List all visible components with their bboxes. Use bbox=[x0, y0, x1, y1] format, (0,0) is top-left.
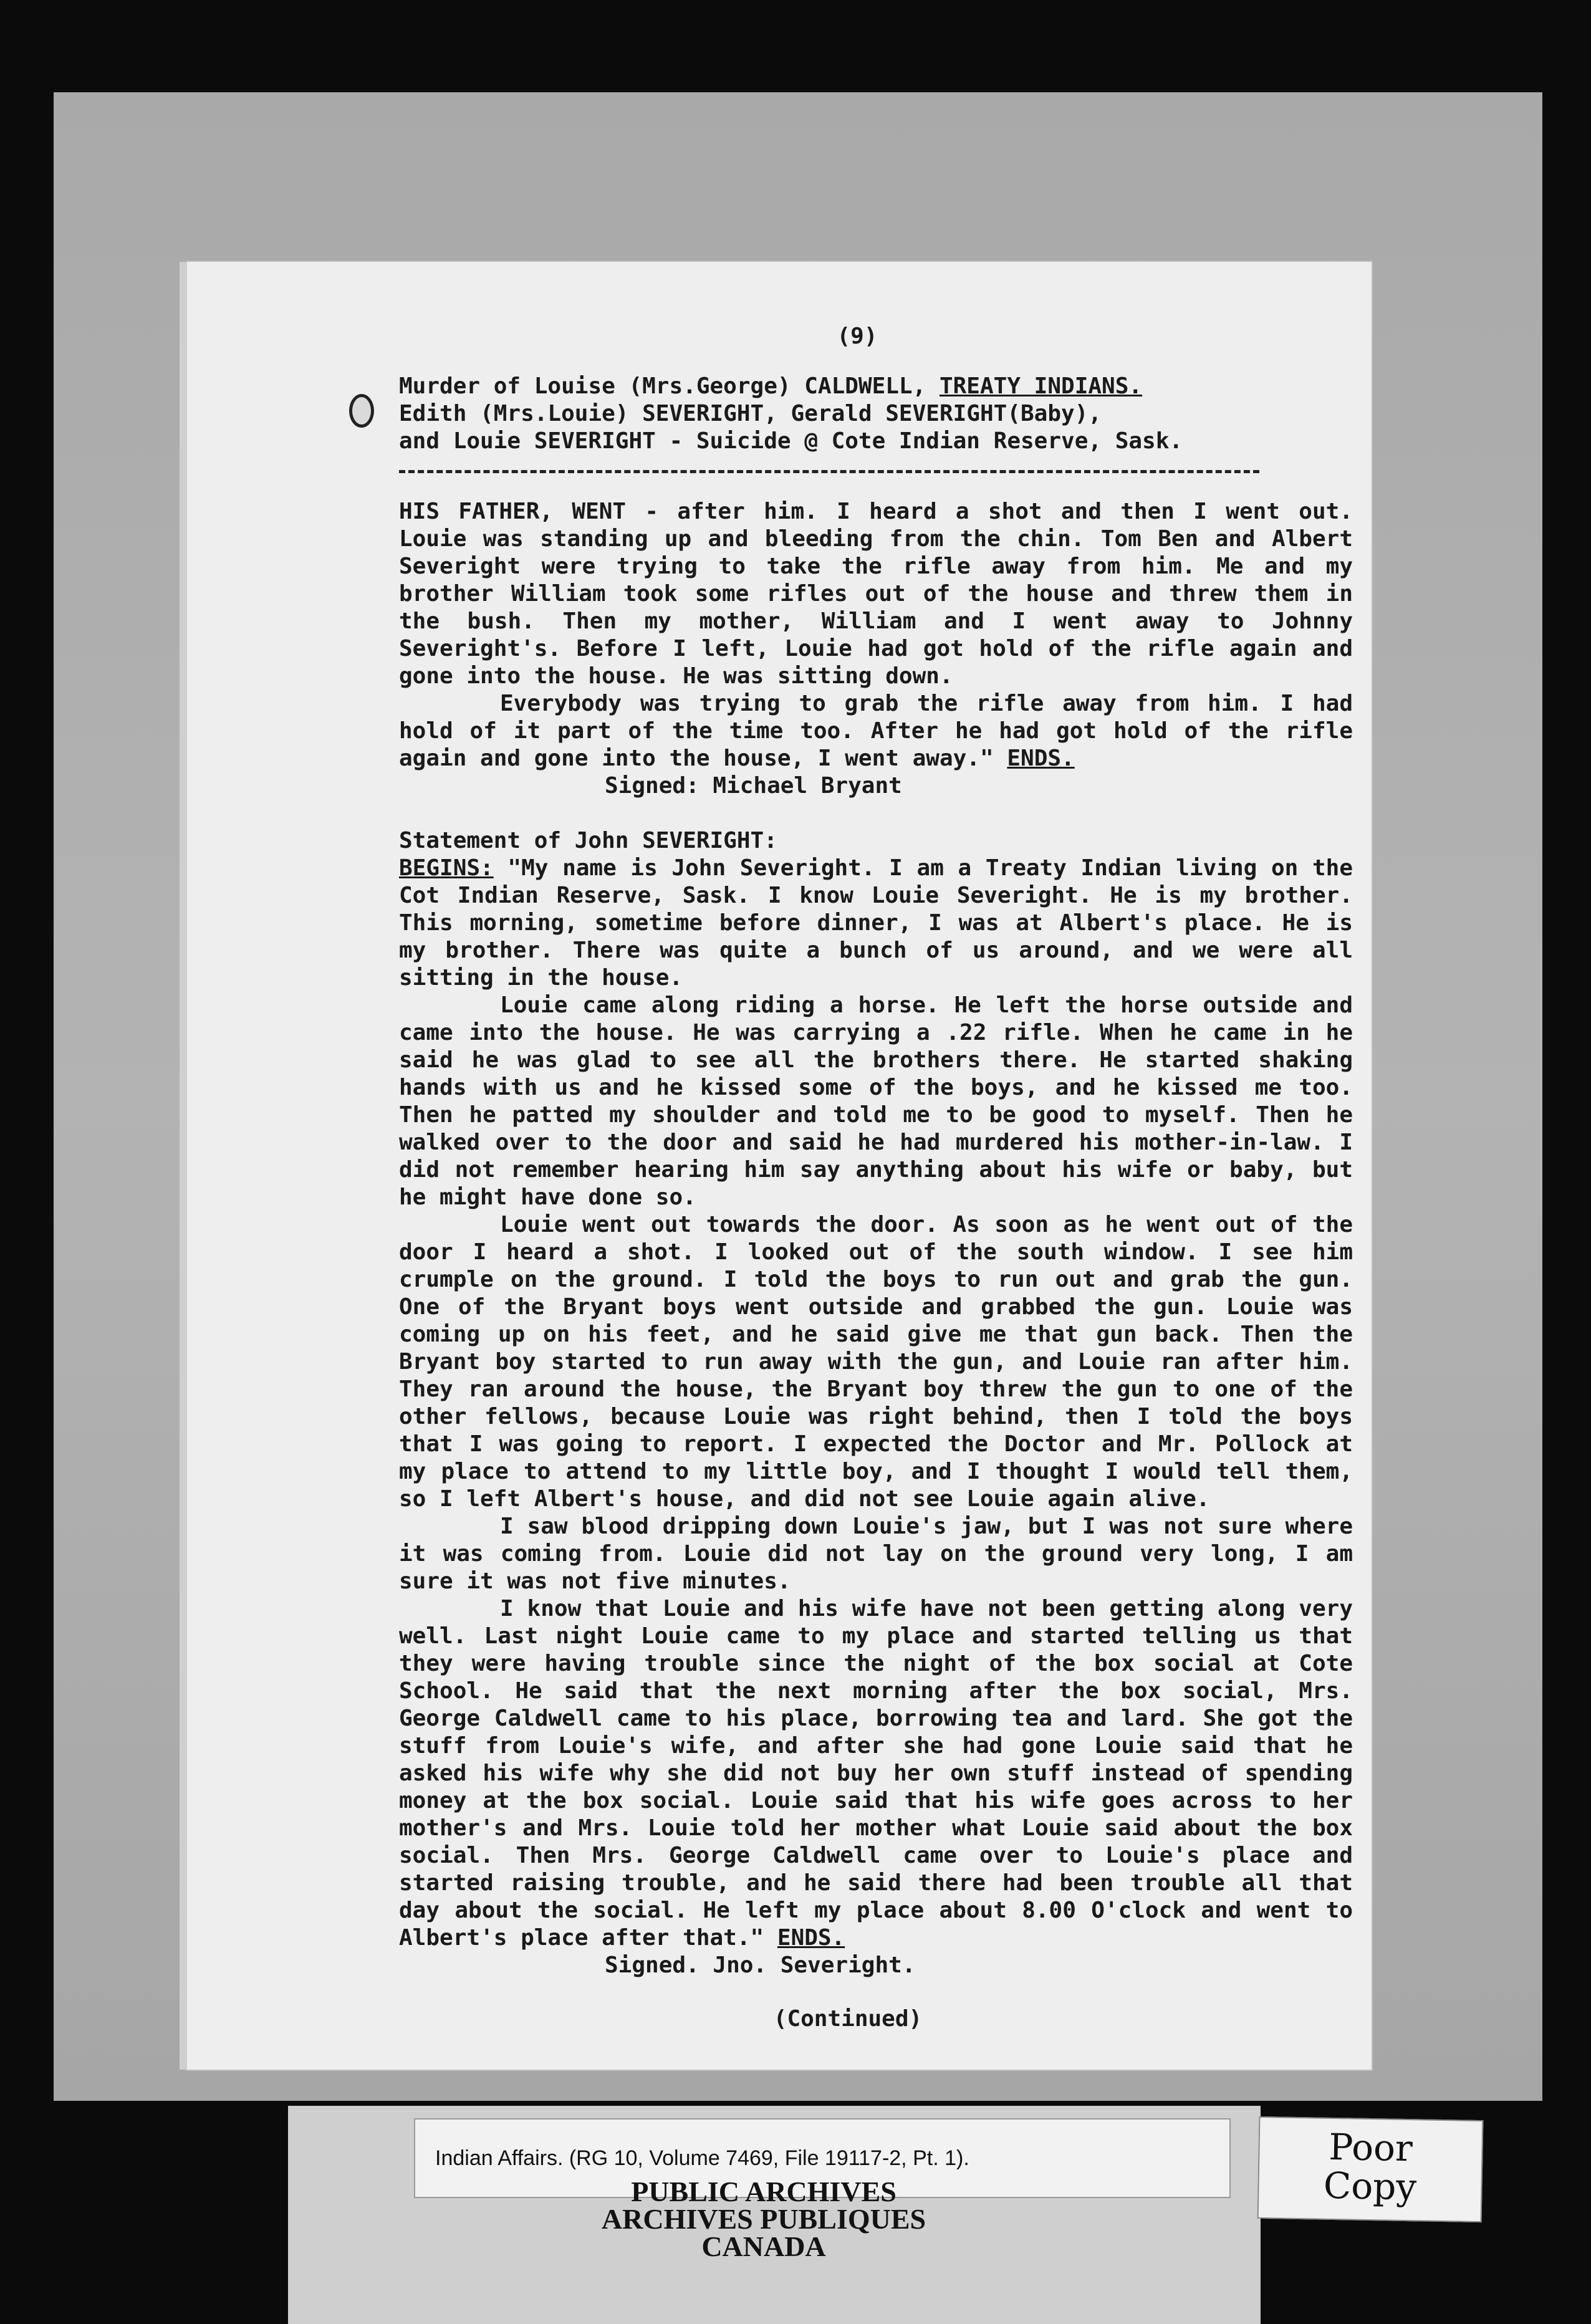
statement1-paragraph-1: HIS FATHER, WENT - after him. I heard a shot and then I went out. Louie was standing up and bleeding from the chin. Tom Ben and Albert Severight were trying to take the rifle away from him. Me and my brother William took some rifles out of the house and threw them in the bush. Then my mother, William and I went away to Johnny Severight's. Before I left, Louie had got hold of the rifle again and gone into the house. He was sitting down. bbox=[399, 499, 1353, 689]
statement2-paragraph-2: Louie came along riding a horse. He left the horse outside and came into the house. He was carrying a .22 rifle. When he came in he said he was glad to see all the brothers there. He started shaking hands with us and he kissed some of the boys, and he kissed me too. Then he patted my shoulder and told me to be good to myself. Then he walked over to the door and said he had murdered his mother-in-law. I did not remember hearing him say anything about his wife or baby, but he might have done so. bbox=[399, 992, 1353, 1210]
statement2-paragraph-4: I saw blood dripping down Louie's jaw, but I was not sure where it was coming from. Louie did not lay on the ground very long, I am sure it was not five minutes. bbox=[399, 1514, 1353, 1594]
statement2-paragraph-3: Louie went out towards the door. As soon as he went out of the door I heard a shot. I looked out of the south window. I see him crumple on the ground. I told the boys to run out and grab the gun. One of the Bryant boys went outside and grabbed the gun. Louie was coming up on his feet, and he said give me that gun back. Then the Bryant boy started to run away with the gun, and Louie ran after him. They ran around the house, the Bryant boy threw the gun to one of the other fellows, because Louie was right behind, then I told the boys that I was going to report. I expected the Doctor and Mr. Pollock at my place to attend to my little boy, and I thought I would tell them, so I left Albert's house, and did not see Louie again alive. bbox=[399, 1212, 1353, 1512]
begins-marker: BEGINS: bbox=[399, 855, 494, 881]
poor-copy-note: Poor Copy bbox=[1257, 2116, 1484, 2222]
ends-marker: ENDS. bbox=[1007, 746, 1075, 771]
signature-michael-bryant: Signed: Michael Bryant bbox=[605, 773, 902, 799]
punch-hole bbox=[349, 394, 374, 428]
public-archives-stamp: PUBLIC ARCHIVES ARCHIVES PUBLIQUES CANADA bbox=[601, 2176, 926, 2262]
heading-line-2: Edith (Mrs.Louie) SEVERIGHT, Gerald SEVERIGHT(Baby), bbox=[399, 401, 1102, 426]
continued-note: (Continued) bbox=[773, 2006, 923, 2032]
dashed-rule bbox=[399, 458, 1259, 473]
statement2-paragraph-1: BEGINS: "My name is John Severight. I am a Treaty Indian living on the Cot Indian Reserve, Sask. I know Louie Severight. He is my brother. This morning, sometime before dinner, I was at Albert's place. He is my brother. There was quite a bunch of us around, and we were all sitting in the house. bbox=[399, 855, 1353, 991]
heading-treaty-indians: TREATY INDIANS. bbox=[939, 373, 1143, 399]
typed-document bbox=[399, 318, 1353, 2033]
archive-reference-text: Indian Affairs. (RG 10, Volume 7469, File 19117-2, Pt. 1). bbox=[435, 2146, 969, 2170]
page-number: (9) bbox=[837, 324, 878, 349]
statement2-paragraph-5: I know that Louie and his wife have not been getting along very well. Last night Louie came to my place and started telling us that they were having trouble since the night of the box social at Cote School. He said that the next morning after the box social, Mrs. George Caldwell came to his place, borrowing tea and lard. She got the stuff from Louie's wife, and after she had gone Louie said that he asked his wife why she did not buy her own stuff instead of spending money at the box social. Louie said that his wife goes across to her mother's and Mrs. Louie told her mother what Louie said about the box social. Then Mrs. George Caldwell came over to Louie's place and started raising trouble, and he said there had been trouble all that day about the social. He left my place about 8.00 O'clock and went to Albert's place after that." ENDS. bbox=[399, 1596, 1353, 1951]
signature-jno-severight: Signed. Jno. Severight. bbox=[605, 1952, 916, 1978]
statement1-paragraph-2: Everybody was trying to grab the rifle away from him. I had hold of it part of the time too. After he had got hold of the rifle again and gone into the house, I went away." ENDS. bbox=[399, 691, 1353, 771]
statement2-title: Statement of John SEVERIGHT: bbox=[399, 828, 777, 853]
document-heading bbox=[399, 373, 1353, 455]
heading-line-1: Murder of Louise (Mrs.George) CALDWELL, TREATY INDIANS. bbox=[399, 373, 1143, 399]
ends-marker: ENDS. bbox=[777, 1925, 845, 1951]
heading-line-3: and Louie SEVERIGHT - Suicide @ Cote Indian Reserve, Sask. bbox=[399, 428, 1183, 454]
